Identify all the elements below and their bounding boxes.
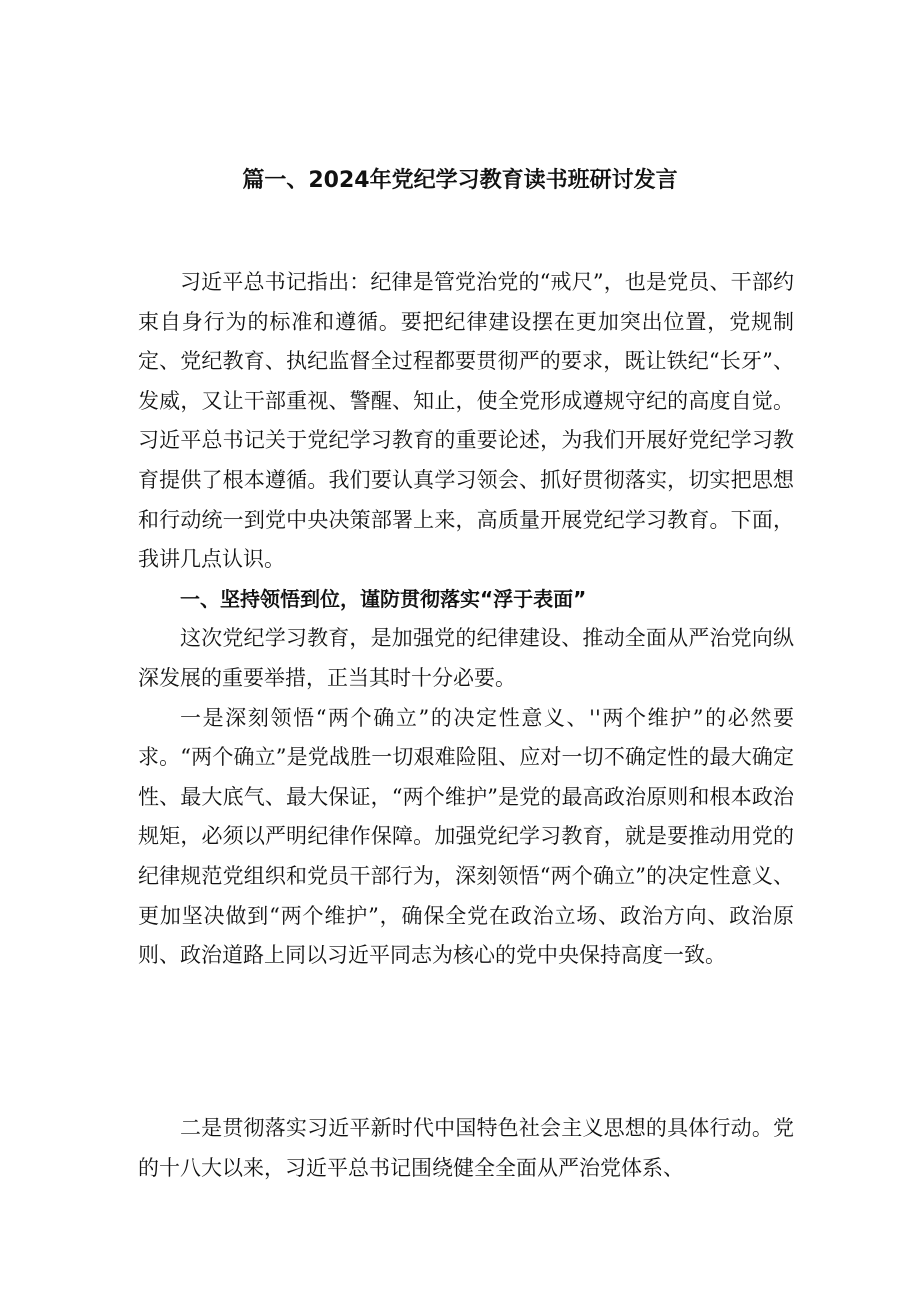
section-paragraph: 这次党纪学习教育，是加强党的纪律建设、推动全面从严治党向纵深发展的重要举措，正当其时十分必要。 <box>138 626 794 690</box>
intro-paragraph: 习近平总书记指出：纪律是管党治党的“戒尺”，也是党员、干部约束自身行为的标准和遵循。要把纪律建设摆在更加突出位置，党规制定、党纪教育、执纪监督全过程都要贯彻严的要求，既让铁纪“长牙”、发威，又让干部重视、警醒、知止，使全党形成遵规守纪的高度自觉。习近平总书记关于党纪学习教育的重要论述，为我们开展好党纪学习教育提供了根本遵循。我们要认真学习领会、抓好贯彻落实，切实把思想和行动统一到党中央决策部署上来，高质量开展党纪学习教育。下面，我讲几点认识。 <box>138 270 794 572</box>
document-body <box>138 263 794 976</box>
document-body-continued <box>138 1109 794 1188</box>
document-title: 篇一、2024年党纪学习教育读书班研讨发言 <box>242 168 678 193</box>
section-paragraph: 一是深刻领悟“两个确立”的决定性意义、''两个维护”的必然要求。“两个确立”是党战胜一切艰难险阻、应对一切不确定性的最大确定性、最大底气、最大保证，“两个维护”是党的最高政治原则和根本政治规矩，必须以严明纪律作保障。加强党纪学习教育，就是要推动用党的纪律规范党组织和党员干部行为，深刻领悟“两个确立”的决定性意义、更加坚决做到“两个维护”，确保全党在政治立场、政治方向、政治原则、政治道路上同以习近平同志为核心的党中央保持高度一致。 <box>138 705 794 968</box>
section-heading: 一、坚持领悟到位，谨防贯彻落实“浮于表面” <box>180 586 587 611</box>
final-paragraph: 二是贯彻落实习近平新时代中国特色社会主义思想的具体行动。党的十八大以来，习近平总书记围绕健全全面从严治党体系、 <box>138 1116 794 1180</box>
